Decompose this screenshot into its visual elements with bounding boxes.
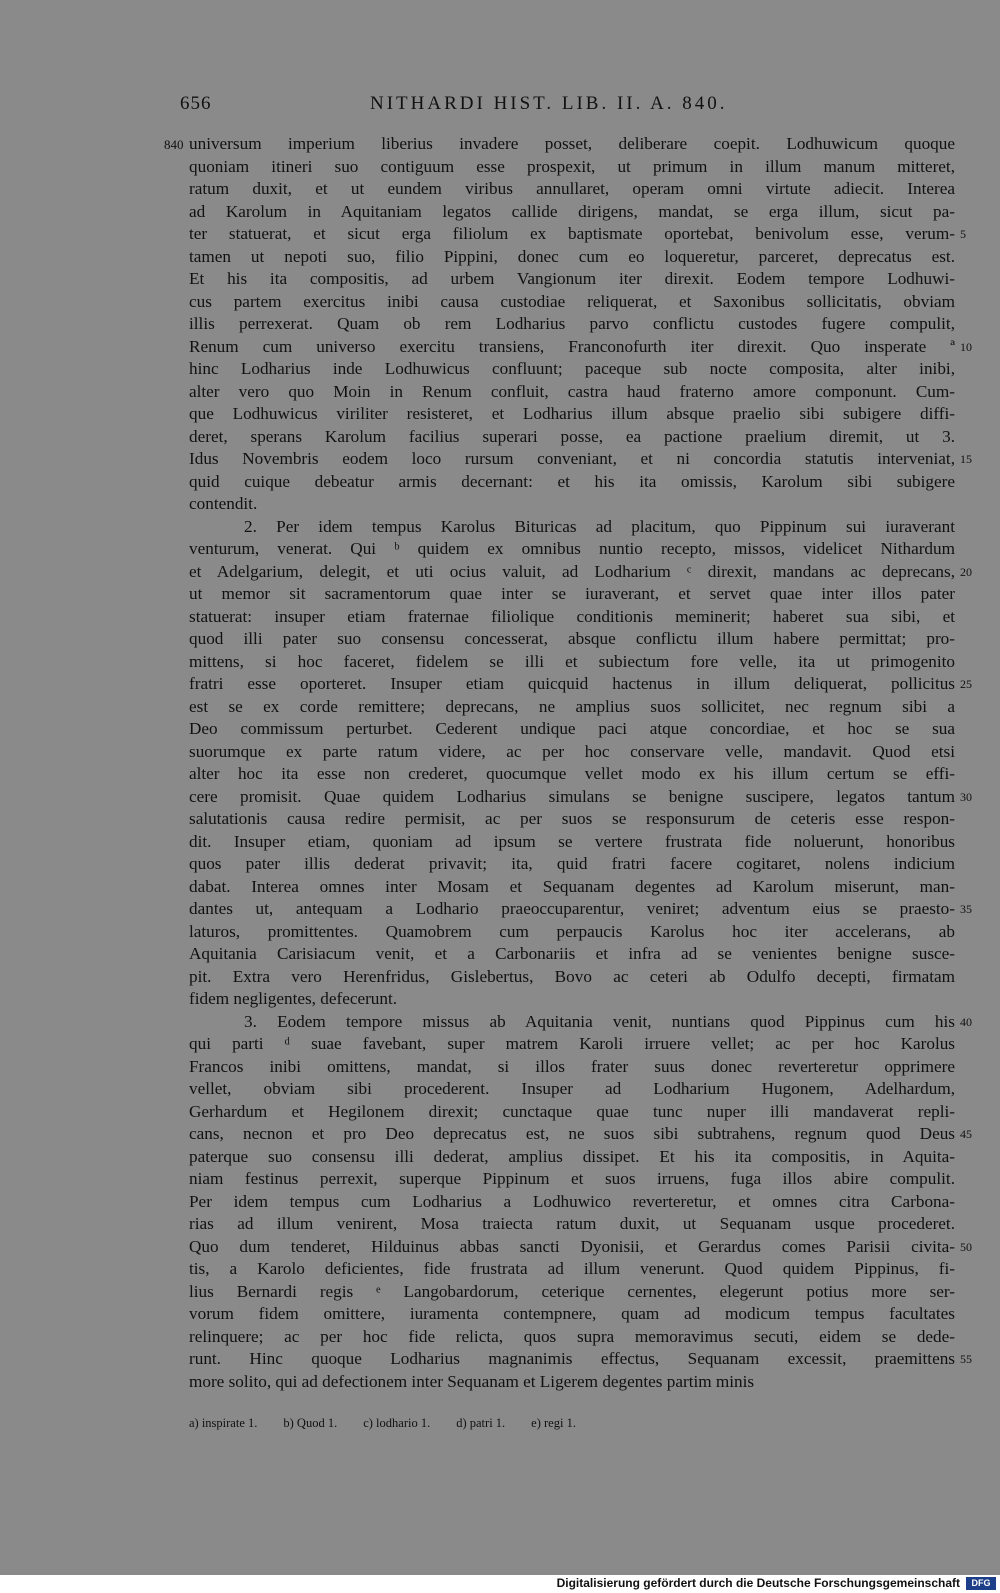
text-line: fratri esse oporteret. Insuper etiam quicquid hactenus in illum deliquerat, pollicitus — [189, 674, 955, 693]
text-line: dabat. Interea omnes inter Mosam et Sequanam degentes ad Karolum miserunt, man- — [189, 876, 955, 896]
text-line: statuerat: insuper etiam fraternae filiolique conditionis meminerit; haberet sua sibi, et — [189, 606, 955, 626]
line-number: 35 — [960, 902, 972, 916]
footer-credit: Digitalisierung gefördert durch die Deutsche Forschungsgemeinschaft — [556, 1576, 960, 1590]
footnote: d) patri 1. — [456, 1416, 506, 1430]
text-line: cus partem exercitus inibi causa custodiae reliquerat, et Saxonibus sollicitatis, obviam — [189, 291, 955, 311]
text-line: fidem negligentes, defecerunt. — [189, 989, 398, 1008]
text-line: ratum duxit, et ut eundem viribus annullaret, operam omni virtute adiecit. Interea — [189, 179, 955, 198]
text-line: 2. Per idem tempus Karolus Bituricas ad placitum, quo Pippinum sui iuraverant — [244, 516, 955, 536]
text-line: dantes ut, antequam a Lodhario praeoccuparentur, veniret; adventum eius se praesto- — [189, 899, 955, 918]
text-line: rias ad illum venirent, Mosa traiecta ratum duxit, ut Sequanam usque procederet. — [189, 1214, 955, 1233]
page-header — [180, 93, 780, 117]
text-line: laturos, promittentes. Quamobrem cum perpaucis Karolus hoc iter accelerans, ab — [189, 921, 955, 941]
text-line: tamen ut nepoti suo, filio Pippini, donec cum eo loqueretur, parceret, deprecatus est. — [189, 246, 955, 266]
line-number: 10 — [960, 339, 972, 354]
main-text — [189, 133, 955, 1393]
line-number: 45 — [960, 1127, 972, 1141]
footnote: b) Quod 1. — [283, 1416, 338, 1430]
line-number: 20 — [960, 564, 972, 579]
text-line: quod illi pater suo consensu concesserat, absque conflictu illum habere permittat; pro- — [189, 629, 955, 648]
text-line: vorum fidem omittere, iuramenta contempnere, quam ad modicum tempus facultates — [189, 1304, 955, 1323]
footnote: a) inspirate 1. — [189, 1416, 258, 1430]
text-line: quid cuique debeatur armis decernant: et his ita omissis, Karolum sibi subigere — [189, 471, 955, 491]
line-number: 5 — [960, 227, 966, 241]
text-line: quoniam itineri suo contiguum esse prospexit, ut primum in illum manum mitteret, — [189, 156, 955, 176]
text-line: 3. Eodem tempore missus ab Aquitania venit, nuntians quod Pippinus cum his — [244, 1011, 955, 1031]
dfg-logo: DFG — [966, 1577, 996, 1590]
text-line: Quo dum tenderet, Hilduinus abbas sancti Dyonisii, et Gerardus comes Parisii civita- — [189, 1236, 955, 1256]
text-line: illis perrexerat. Quam ob rem Lodharius parvo conflictu custodes fugere compulit, — [189, 314, 955, 333]
text-line: runt. Hinc quoque Lodharius magnanimis effectus, Sequanam excessit, praemittens — [189, 1349, 955, 1368]
text-line: quos pater illis dederat privavit; ita, quid fratri facere cogitaret, nolens indicium — [189, 854, 955, 873]
line-number: 40 — [960, 1014, 972, 1029]
text-line: hinc Lodharius inde Lodhuwicus confluunt; paceque sub nocte composita, alter inibi, — [189, 359, 955, 378]
text-line: qui parti ᵈ suae favebant, super matrem Karoli irruere vellet; ac per hoc Karolus — [189, 1034, 955, 1053]
text-line: ad Karolum in Aquitaniam legatos callide dirigens, mandat, se erga illum, sicut pa- — [189, 201, 955, 221]
text-line: Gerhardum et Hegilonem direxit; cunctaque quae tunc nuper illi mandaverat repli- — [189, 1101, 955, 1121]
text-line: cans, necnon et pro Deo deprecatus est, ne suos sibi subtrahens, regnum quod Deus — [189, 1124, 955, 1143]
line-number: 15 — [960, 452, 972, 466]
year-margin-note: 840 — [164, 137, 184, 152]
text-line: et Adelgarium, delegit, et uti ocius valuit, ad Lodharium ᶜ direxit, mandans ac deprecans, — [189, 561, 955, 581]
line-number: 50 — [960, 1239, 972, 1254]
text-line: relinquere; ac per hoc fide relicta, quos supra memoravimus secuti, eidem se dede- — [189, 1326, 955, 1346]
text-line: deret, sperans Karolum facilius superari posse, ea pactione praelium diremit, ut 3. — [189, 426, 955, 446]
text-line: venturum, venerat. Qui ᵇ quidem ex omnibus nuntio recepto, missos, videlicet Nithardum — [189, 539, 955, 558]
text-line: Idus Novembris eodem loco rursum conveniant, et ni concordia statutis interveniat, — [189, 449, 955, 468]
footnote: c) lodhario 1. — [363, 1416, 431, 1430]
footnotes — [189, 1416, 889, 1431]
text-line: Francos inibi omittens, mandat, si illos frater suus donec reverteretur opprimere — [189, 1056, 955, 1076]
text-line: ter statuerat, et sicut erga filiolum ex baptismate oportebat, benivolum esse, verum- — [189, 224, 955, 243]
running-title: NITHARDI HIST. LIB. II. A. 840. — [370, 93, 728, 114]
text-line: Et his ita compositis, ad urbem Vangionum iter direxit. Eodem tempore Lodhuwi- — [189, 269, 955, 288]
text-line: cere promisit. Quae quidem Lodharius simulans se benigne suscipere, legatos tantum — [189, 786, 955, 806]
text-line: que Lodhuwicus viriliter resisteret, et Lodharius illum absque praelio sibi subigere diffi- — [189, 404, 955, 423]
text-line: suorumque ex parte ratum videre, ac per hoc conservare velle, mandavit. Quod etsi — [189, 741, 955, 761]
text-line: Deo commissum perturbet. Cederent undique paci atque concordiae, et hoc se sua — [189, 719, 955, 738]
page-number: 656 — [180, 93, 212, 114]
text-line: Renum cum universo exercitu transiens, Franconofurth iter direxit. Quo insperate ª — [189, 336, 955, 356]
text-line: vellet, obviam sibi procederent. Insuper ad Lodharium Hugonem, Adelhardum, — [189, 1079, 955, 1098]
text-line: mittens, si hoc faceret, fidelem se illi et subiectum fore velle, ita ut primogenito — [189, 651, 955, 671]
footer-bar — [0, 1575, 1000, 1593]
text-line: est se ex corde remittere; deprecans, ne amplius suos sollicitet, nec regnum sibi a — [189, 696, 955, 716]
text-line: paterque suo consensu illi dederat, amplius dissipet. Et his ita compositis, in Aquita- — [189, 1146, 955, 1166]
text-line: pit. Extra vero Herenfridus, Gislebertus, Bovo ac ceteri ab Odulfo decepti, firmatam — [189, 966, 955, 986]
text-line: universum imperium liberius invadere posset, deliberare coepit. Lodhuwicum quoque — [189, 134, 955, 153]
line-number: 30 — [960, 789, 972, 804]
text-line: alter vero quo Moin in Renum confluit, castra haud fraterno amore componunt. Cum- — [189, 381, 955, 401]
text-line: Per idem tempus cum Lodharius a Lodhuwico reverteretur, et omnes citra Carbona- — [189, 1191, 955, 1211]
text-line: Aquitania Carisiacum venit, et a Carbonariis et infra ad se venientes benigne susce- — [189, 944, 955, 963]
line-number: 55 — [960, 1352, 972, 1366]
text-line: niam festinus perrexit, superque Pippinum et suos irruens, fuga illos abire compulit. — [189, 1169, 955, 1188]
text-line: salutationis causa redire permisit, ac per suos se responsurum de ceteris esse respon- — [189, 809, 955, 828]
line-number: 25 — [960, 677, 972, 691]
footnote: e) regi 1. — [531, 1416, 576, 1430]
text-line: lius Bernardi regis ᵉ Langobardorum, ceterique cernentes, elegerunt potius more ser- — [189, 1281, 955, 1301]
text-line: alter hoc ita esse non crederet, quocumque vellet modo ex his illum certum se effi- — [189, 764, 955, 783]
text-line: dit. Insuper etiam, quoniam ad ipsum se vertere frustrata fide noluerunt, honoribus — [189, 831, 955, 851]
text-line: ut memor sit sacramentorum quae inter se iuraverant, et servet quae inter illos pater — [189, 584, 955, 603]
text-line: contendit. — [189, 494, 258, 513]
text-line: tis, a Karolo deficientes, fide frustrata ad illum venerunt. Quod quidem Pippinus, fi- — [189, 1259, 955, 1278]
text-line: more solito, qui ad defectionem inter Sequanam et Ligerem degentes partim minis — [189, 1371, 755, 1391]
